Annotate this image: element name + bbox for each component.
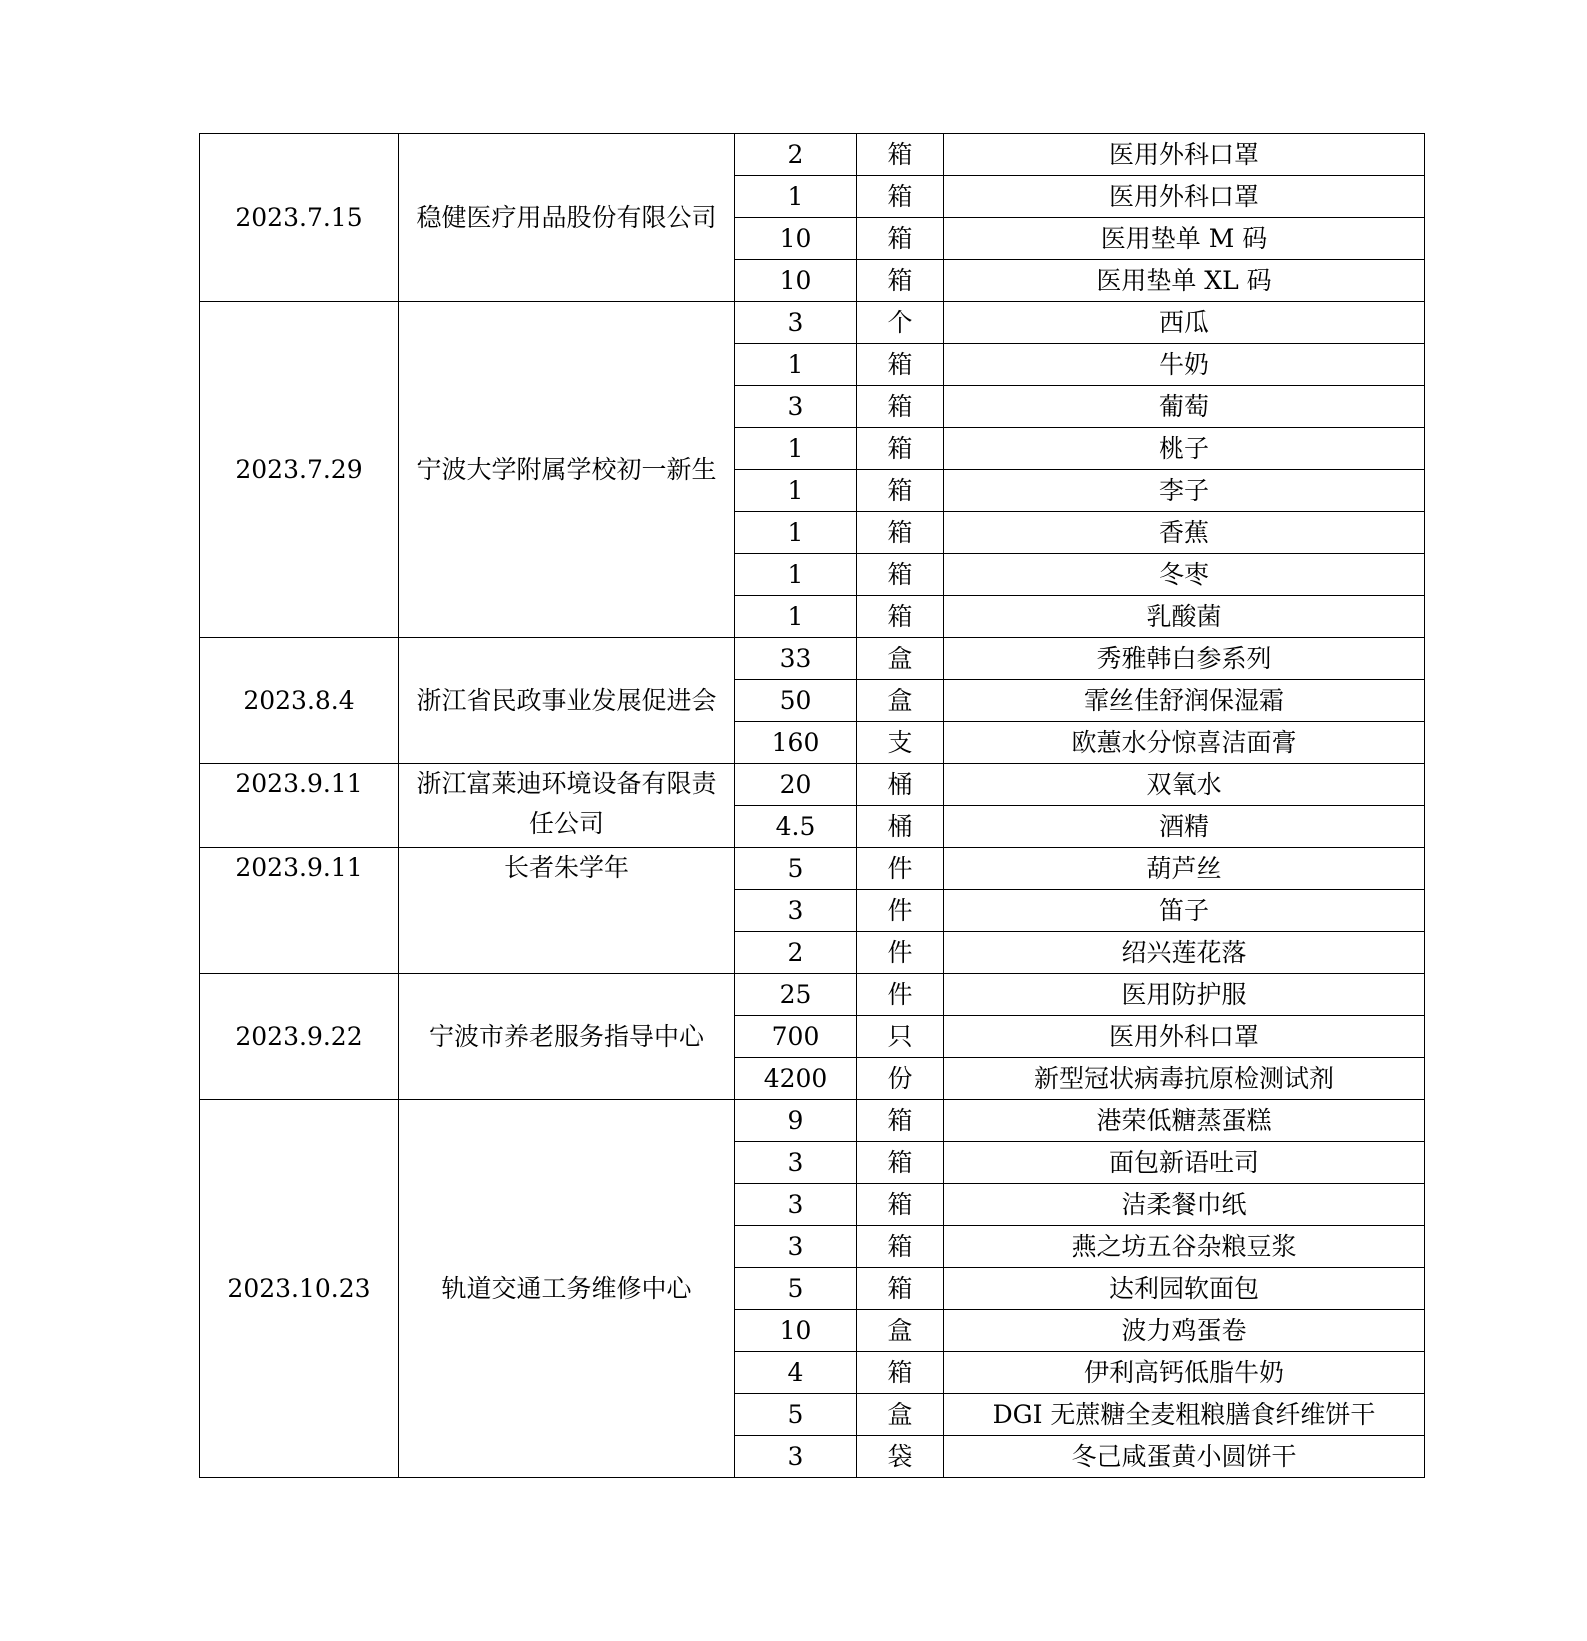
item-quantity-cell: 5 — [735, 848, 857, 890]
item-unit-cell: 盒 — [857, 1310, 944, 1352]
item-quantity-cell: 1 — [735, 470, 857, 512]
item-name-cell: 冬枣 — [944, 554, 1425, 596]
item-unit-cell: 箱 — [857, 1184, 944, 1226]
donation-date-cell: 2023.9.22 — [200, 974, 399, 1100]
table-row — [200, 848, 1425, 890]
item-unit-cell: 桶 — [857, 806, 944, 848]
item-unit-cell: 件 — [857, 848, 944, 890]
item-unit-cell: 箱 — [857, 218, 944, 260]
item-name-cell: 新型冠状病毒抗原检测试剂 — [944, 1058, 1425, 1100]
item-unit-cell: 个 — [857, 302, 944, 344]
donation-date-cell: 2023.10.23 — [200, 1100, 399, 1478]
table-row — [200, 638, 1425, 680]
donation-date-cell: 2023.9.11 — [200, 764, 399, 848]
item-quantity-cell: 1 — [735, 596, 857, 638]
item-quantity-cell: 4 — [735, 1352, 857, 1394]
item-unit-cell: 箱 — [857, 134, 944, 176]
item-quantity-cell: 3 — [735, 1226, 857, 1268]
item-quantity-cell: 3 — [735, 1142, 857, 1184]
item-name-cell: 李子 — [944, 470, 1425, 512]
item-name-cell: 港荣低糖蒸蛋糕 — [944, 1100, 1425, 1142]
donor-name-cell: 宁波市养老服务指导中心 — [399, 974, 735, 1100]
item-quantity-cell: 10 — [735, 1310, 857, 1352]
item-quantity-cell: 2 — [735, 134, 857, 176]
item-unit-cell: 箱 — [857, 1100, 944, 1142]
item-name-cell: 西瓜 — [944, 302, 1425, 344]
table-row — [200, 764, 1425, 806]
item-name-cell: 酒精 — [944, 806, 1425, 848]
donor-name-cell: 轨道交通工务维修中心 — [399, 1100, 735, 1478]
item-quantity-cell: 3 — [735, 890, 857, 932]
item-unit-cell: 支 — [857, 722, 944, 764]
item-unit-cell: 袋 — [857, 1436, 944, 1478]
item-unit-cell: 箱 — [857, 554, 944, 596]
item-quantity-cell: 3 — [735, 302, 857, 344]
item-unit-cell: 件 — [857, 974, 944, 1016]
donation-table — [199, 133, 1425, 1478]
item-unit-cell: 箱 — [857, 1268, 944, 1310]
table-row — [200, 302, 1425, 344]
item-quantity-cell: 3 — [735, 1436, 857, 1478]
item-quantity-cell: 10 — [735, 218, 857, 260]
item-unit-cell: 盒 — [857, 1394, 944, 1436]
item-name-cell: 洁柔餐巾纸 — [944, 1184, 1425, 1226]
item-name-cell: 霏丝佳舒润保湿霜 — [944, 680, 1425, 722]
item-unit-cell: 桶 — [857, 764, 944, 806]
donation-date-cell: 2023.9.11 — [200, 848, 399, 974]
donation-date-cell: 2023.8.4 — [200, 638, 399, 764]
table-row — [200, 1100, 1425, 1142]
item-quantity-cell: 700 — [735, 1016, 857, 1058]
table-row — [200, 134, 1425, 176]
item-name-cell: 伊利高钙低脂牛奶 — [944, 1352, 1425, 1394]
item-unit-cell: 箱 — [857, 512, 944, 554]
item-name-cell: 燕之坊五谷杂粮豆浆 — [944, 1226, 1425, 1268]
item-quantity-cell: 25 — [735, 974, 857, 1016]
donor-name-cell: 稳健医疗用品股份有限公司 — [399, 134, 735, 302]
item-name-cell: 牛奶 — [944, 344, 1425, 386]
item-quantity-cell: 1 — [735, 344, 857, 386]
item-quantity-cell: 5 — [735, 1268, 857, 1310]
item-quantity-cell: 50 — [735, 680, 857, 722]
item-unit-cell: 箱 — [857, 260, 944, 302]
item-unit-cell: 箱 — [857, 176, 944, 218]
item-name-cell: 笛子 — [944, 890, 1425, 932]
item-unit-cell: 盒 — [857, 638, 944, 680]
item-unit-cell: 箱 — [857, 386, 944, 428]
item-name-cell: 波力鸡蛋卷 — [944, 1310, 1425, 1352]
item-unit-cell: 件 — [857, 932, 944, 974]
item-quantity-cell: 9 — [735, 1100, 857, 1142]
item-name-cell: 冬己咸蛋黄小圆饼干 — [944, 1436, 1425, 1478]
item-unit-cell: 箱 — [857, 1352, 944, 1394]
item-quantity-cell: 1 — [735, 554, 857, 596]
donor-name-cell: 宁波大学附属学校初一新生 — [399, 302, 735, 638]
item-quantity-cell: 1 — [735, 176, 857, 218]
item-name-cell: 医用外科口罩 — [944, 176, 1425, 218]
item-name-cell: 葡萄 — [944, 386, 1425, 428]
item-name-cell: 秀雅韩白参系列 — [944, 638, 1425, 680]
item-name-cell: 欧蕙水分惊喜洁面膏 — [944, 722, 1425, 764]
item-name-cell: 葫芦丝 — [944, 848, 1425, 890]
item-name-cell: 乳酸菌 — [944, 596, 1425, 638]
item-name-cell: 医用垫单 XL 码 — [944, 260, 1425, 302]
item-name-cell: 桃子 — [944, 428, 1425, 470]
item-quantity-cell: 4200 — [735, 1058, 857, 1100]
table-body — [200, 134, 1425, 1478]
item-quantity-cell: 3 — [735, 386, 857, 428]
donation-date-cell: 2023.7.29 — [200, 302, 399, 638]
item-unit-cell: 份 — [857, 1058, 944, 1100]
item-name-cell: 绍兴莲花落 — [944, 932, 1425, 974]
item-unit-cell: 只 — [857, 1016, 944, 1058]
table-row — [200, 974, 1425, 1016]
item-quantity-cell: 33 — [735, 638, 857, 680]
item-quantity-cell: 160 — [735, 722, 857, 764]
item-name-cell: 医用外科口罩 — [944, 134, 1425, 176]
item-quantity-cell: 3 — [735, 1184, 857, 1226]
item-unit-cell: 箱 — [857, 1226, 944, 1268]
item-unit-cell: 箱 — [857, 344, 944, 386]
item-quantity-cell: 5 — [735, 1394, 857, 1436]
item-quantity-cell: 4.5 — [735, 806, 857, 848]
item-name-cell: 双氧水 — [944, 764, 1425, 806]
item-unit-cell: 箱 — [857, 1142, 944, 1184]
donation-date-cell: 2023.7.15 — [200, 134, 399, 302]
item-quantity-cell: 1 — [735, 428, 857, 470]
item-name-cell: 香蕉 — [944, 512, 1425, 554]
item-name-cell: 达利园软面包 — [944, 1268, 1425, 1310]
item-name-cell: 医用防护服 — [944, 974, 1425, 1016]
item-unit-cell: 件 — [857, 890, 944, 932]
item-name-cell: DGI 无蔗糖全麦粗粮膳食纤维饼干 — [944, 1394, 1425, 1436]
item-unit-cell: 盒 — [857, 680, 944, 722]
item-unit-cell: 箱 — [857, 470, 944, 512]
item-quantity-cell: 10 — [735, 260, 857, 302]
item-name-cell: 面包新语吐司 — [944, 1142, 1425, 1184]
item-unit-cell: 箱 — [857, 596, 944, 638]
donor-name-cell: 长者朱学年 — [399, 848, 735, 974]
item-name-cell: 医用垫单 M 码 — [944, 218, 1425, 260]
item-quantity-cell: 2 — [735, 932, 857, 974]
donor-name-cell: 浙江省民政事业发展促进会 — [399, 638, 735, 764]
item-unit-cell: 箱 — [857, 428, 944, 470]
donor-name-cell: 浙江富莱迪环境设备有限责任公司 — [399, 764, 735, 848]
item-name-cell: 医用外科口罩 — [944, 1016, 1425, 1058]
item-quantity-cell: 1 — [735, 512, 857, 554]
item-quantity-cell: 20 — [735, 764, 857, 806]
